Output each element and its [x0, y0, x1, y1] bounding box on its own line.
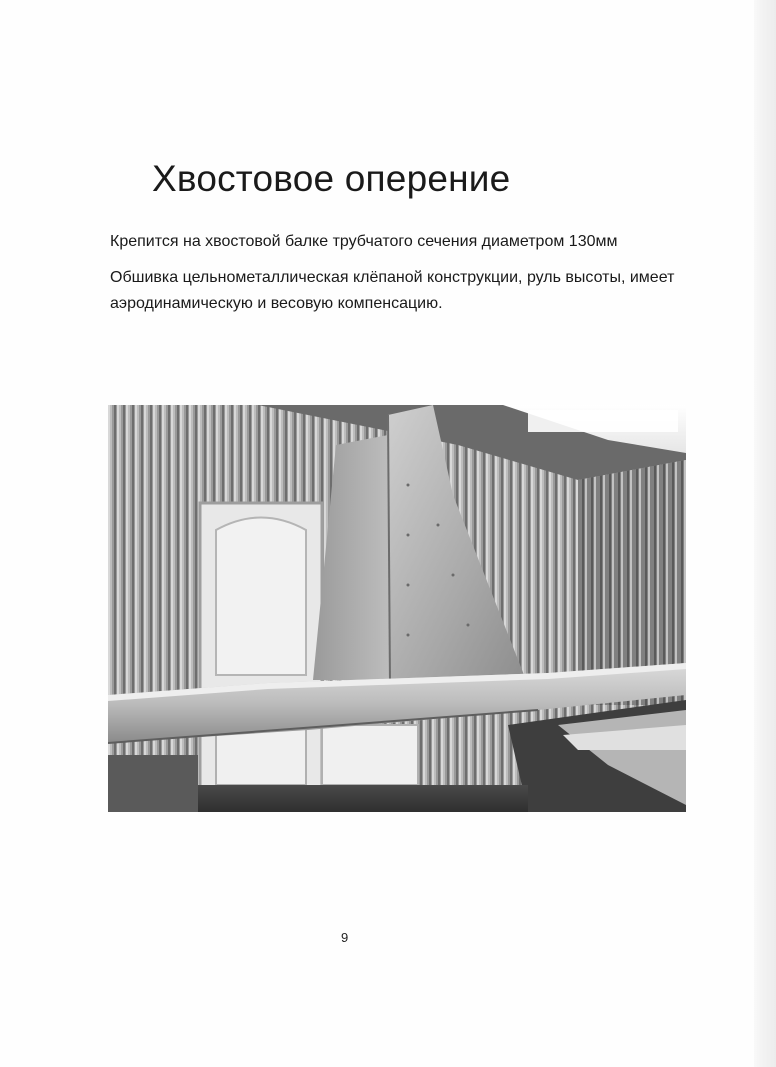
paragraph-mounting: Крепится на хвостовой балке трубчатого сечения диаметром 130мм: [110, 233, 618, 250]
paragraph-skin-line-2: аэродинамическую и весовую компенсацию.: [110, 295, 443, 312]
scan-edge: [754, 0, 776, 1067]
paragraph-skin: [110, 265, 674, 317]
tail-unit-photo: [108, 405, 686, 812]
page-title: Хвостовое оперение: [152, 158, 511, 199]
paragraph-skin-line-1: Обшивка цельнометаллическая клёпаной конструкции, руль высоты, имеет: [110, 269, 675, 286]
page-number: 9: [341, 930, 349, 945]
